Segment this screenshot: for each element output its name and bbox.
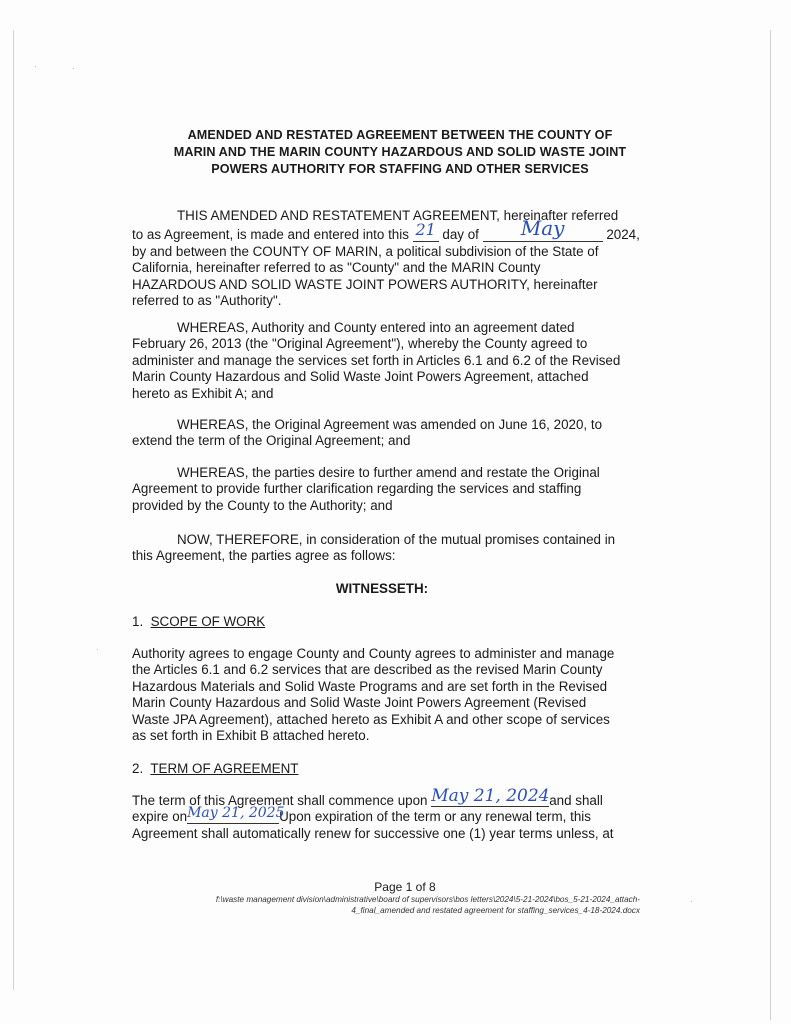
whereas-paragraph-3 [132,465,600,514]
paragraph-line: provided by the County to the Authority; and [132,497,393,513]
file-path-line: 4_final_amended and restated agreement for staffing_services_4-18-2024.docx [351,906,640,915]
intro-text: day of [442,227,479,243]
expire-date-fill-in [187,805,285,825]
handwritten-commence-date: May 21, 2024 [431,786,550,806]
paragraph-line: Marin County Hazardous and Solid Waste Joint Powers Agreement (Revised [132,695,587,711]
term-text: expire on [132,809,188,825]
intro-paragraph [132,208,640,309]
scan-speck: · [690,897,693,906]
paragraph-line: February 26, 2013 (the "Original Agreement"), whereby the County agreed to [132,336,588,352]
paragraph-line: as set forth in Exhibit B attached hereto. [132,728,370,744]
whereas-paragraph-2 [132,417,602,450]
intro-text: to as Agreement, is made and entered into this [132,227,409,243]
term-text: and shall [549,793,603,808]
intro-line: California, hereinafter referred to as "County" and the MARIN County [132,260,541,276]
file-path-line: f:\waste management division\administrative\board of supervisors\bos letters\2024\5-21-2024\bos_5-21-2024_attach- [215,895,640,904]
commence-date-fill-in [431,786,550,809]
intro-line-date [132,216,640,243]
scope-of-work-paragraph [132,646,614,744]
section-1-heading [132,614,265,629]
title-line: POWERS AUTHORITY FOR STAFFING AND OTHER SERVICES [211,162,589,176]
term-text: Upon expiration of the term or any renewal term, this [279,809,591,825]
handwritten-month: May [520,216,565,241]
now-therefore-paragraph [132,532,615,565]
handwritten-expire-date: May 21, 2025 [187,805,285,822]
term-line-expire [132,805,614,825]
paragraph-line: administer and manage the services set forth in Articles 6.1 and 6.2 of the Revised [132,352,621,368]
scan-speck: · [72,64,75,73]
intro-line: referred to as "Authority". [132,293,282,309]
document-title [130,127,670,178]
day-fill-in [413,220,439,243]
intro-line: HAZARDOUS AND SOLID WASTE JOINT POWERS AUTHORITY, hereinafter [132,276,598,292]
paragraph-line: Hazardous Materials and Solid Waste Programs and are set forth in the Revised [132,678,608,694]
whereas-paragraph-1 [132,320,620,402]
paragraph-line: WHEREAS, Authority and County entered into an agreement dated [177,320,575,335]
scan-edge-left [13,30,14,990]
paragraph-line: NOW, THEREFORE, in consideration of the mutual promises contained in [177,532,616,547]
intro-text: 2024, [606,227,640,243]
paragraph-line: the Articles 6.1 and 6.2 services that are described as the revised Marin County [132,662,603,678]
term-paragraph [132,786,614,842]
paragraph-line: Authority agrees to engage County and County agrees to administer and manage [132,646,615,661]
paragraph-line: WHEREAS, the Original Agreement was amended on June 16, 2020, to [177,417,603,432]
paragraph-line: extend the term of the Original Agreement; and [132,433,411,449]
month-fill-in [483,216,603,243]
paragraph-line: Waste JPA Agreement), attached hereto as Exhibit A and other scope of services [132,711,610,727]
paragraph-line: WHEREAS, the parties desire to further amend and restate the Original [177,465,600,480]
title-line: AMENDED AND RESTATED AGREEMENT BETWEEN THE COUNTY OF [187,128,613,142]
section-title: TERM OF AGREEMENT [150,761,299,776]
section-number: 2. [132,761,144,776]
paragraph-line: Agreement to provide further clarification regarding the services and staffing [132,481,582,497]
handwritten-day: 21 [415,220,436,240]
paragraph-line: Marin County Hazardous and Solid Waste Joint Powers Agreement, attached [132,369,589,385]
intro-line: THIS AMENDED AND RESTATEMENT AGREEMENT, hereinafter referred [177,208,619,223]
paragraph-line: Agreement shall automatically renew for successive one (1) year terms unless, at [132,825,614,841]
witnesseth-heading: WITNESSETH: [335,581,429,596]
intro-line: by and between the COUNTY OF MARIN, a political subdivision of the State of [132,243,599,259]
scan-speck: · [96,645,99,654]
page-number: Page 1 of 8 [374,880,436,894]
section-title: SCOPE OF WORK [150,614,266,629]
title-line: MARIN AND THE MARIN COUNTY HAZARDOUS AND SOLID WASTE JOINT [173,145,627,159]
scan-speck: · [34,62,37,71]
paragraph-line: this Agreement, the parties agree as follows: [132,548,396,564]
page-footer [160,880,640,916]
section-2-heading [132,761,298,776]
section-number: 1. [132,614,144,629]
paragraph-line: hereto as Exhibit A; and [132,385,274,401]
term-text: The term of this Agreement shall commence upon [132,793,428,808]
scan-edge-right [770,30,771,1020]
